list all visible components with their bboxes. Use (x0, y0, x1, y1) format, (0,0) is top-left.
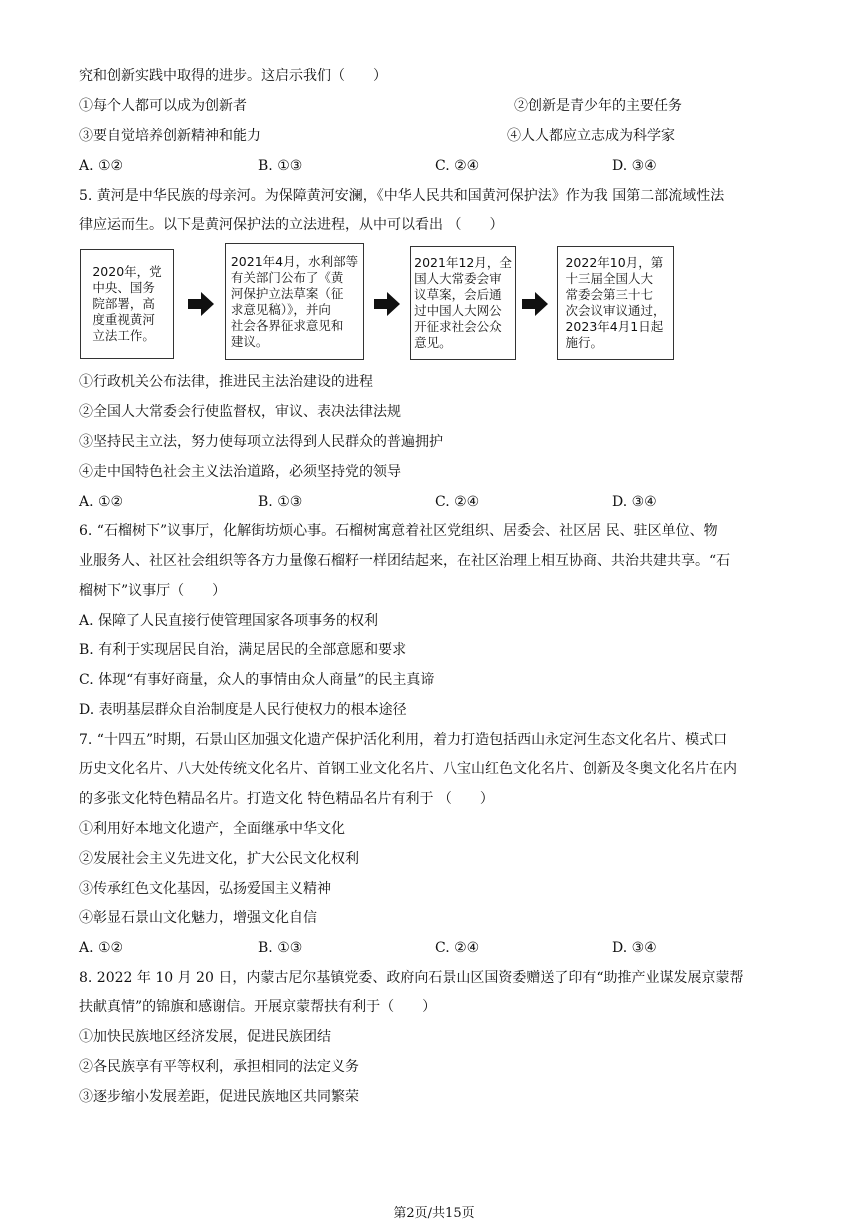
q6-choice-c: C. 体现“有事好商量，众人的事情由众人商量”的民主真谛 (79, 672, 435, 688)
q4-item-4: ④人人都应立志成为科学家 (507, 128, 675, 144)
flow-step-2-text: 2021年4月，水利部等 有关部门公布了《黄 河保护立法草案（征 求意见稿）》，并向 社会各界征求意见和 建议。 (230, 253, 359, 349)
q4-choice-c: C. ②④ (435, 158, 480, 174)
flow-step-4-text: 2022年10月，第 十三届全国人大 常委会第三十七 次会议审议通过， 2023年4月1日起 施行。 (565, 255, 666, 350)
q7-choice-d: D. ③④ (612, 940, 657, 956)
flow-step-3-text: 2021年12月，全 国人大常委会审 议草案，会后通 过中国人大网公 开征求社会公众 意见。 (414, 255, 512, 350)
flow-step-2 (225, 243, 364, 360)
q5-choice-d: D. ③④ (612, 494, 657, 510)
q7-choice-c: C. ②④ (435, 940, 480, 956)
q7-item-4: ④彰显石景山文化魅力，增强文化自信 (79, 910, 317, 926)
q7-choice-a: A. ①② (79, 940, 124, 956)
q6-choice-d: D. 表明基层群众自治制度是人民行使权力的根本途径 (79, 702, 407, 718)
q7-item-3: ③传承红色文化基因，弘扬爱国主义精神 (79, 881, 331, 897)
arrow-right-icon (188, 292, 214, 316)
q4-stem-tail: 究和创新实践中取得的进步。这启示我们（ ） (79, 68, 387, 84)
q8-item-2: ②各民族享有平等权利，承担相同的法定义务 (79, 1059, 359, 1075)
q5-choice-c: C. ②④ (435, 494, 480, 510)
q5-stem-line-1: 5. 黄河是中华民族的母亲河。为保障黄河安澜，《中华人民共和国黄河保护法》作为我 国第二部流域性法 (79, 188, 725, 204)
q7-item-1: ①利用好本地文化遗产，全面继承中华文化 (79, 821, 345, 837)
flow-step-3 (410, 246, 516, 360)
q4-choice-a: A. ①② (79, 158, 124, 174)
arrow-right-icon (374, 292, 400, 316)
q6-stem-line-1: 6. “石榴树下”议事厅，化解街坊烦心事。石榴树寓意着社区党组织、居委会、社区居 民、驻区单位、物 (79, 523, 718, 539)
q8-stem-line-2: 扶献真情”的锦旗和感谢信。开展京蒙帮扶有利于（ ） (79, 999, 437, 1015)
q8-item-1: ①加快民族地区经济发展，促进民族团结 (79, 1029, 331, 1045)
q4-item-1: ①每个人都可以成为创新者 (79, 98, 247, 114)
q4-choice-d: D. ③④ (612, 158, 657, 174)
q8-stem-line-1: 8. 2022 年 10 月 20 日，内蒙古尼尔基镇党委、政府向石景山区国资委赠送了印有“助推产业谋发展京蒙帮 (79, 970, 744, 986)
q7-stem-line-2: 历史文化名片、八大处传统文化名片、首钢工业文化名片、八宝山红色文化名片、创新及冬奥文化名片在内 (79, 761, 737, 777)
q4-item-2: ②创新是青少年的主要任务 (514, 98, 682, 114)
q6-choice-b: B. 有利于实现居民自治，满足居民的全部意愿和要求 (79, 642, 407, 658)
q4-item-3: ③要自觉培养创新精神和能力 (79, 128, 261, 144)
q5-choice-b: B. ①③ (258, 494, 303, 510)
q5-choice-a: A. ①② (79, 494, 124, 510)
page-number: 第2页/共15页 (393, 1206, 475, 1221)
q5-stem-line-2: 律应运而生。以下是黄河保护法的立法进程，从中可以看出 （ ） (79, 217, 504, 233)
q7-choice-b: B. ①③ (258, 940, 303, 956)
q6-stem-line-3: 榴树下”议事厅（ ） (79, 583, 227, 599)
flow-step-4 (557, 246, 674, 360)
flow-step-1-text: 2020年，党 中央、国务 院部署，高 度重视黄河 立法工作。 (92, 264, 162, 343)
q8-item-3: ③逐步缩小发展差距，促进民族地区共同繁荣 (79, 1089, 359, 1105)
q6-stem-line-2: 业服务人、社区社会组织等各方力量像石榴籽一样团结起来，在社区治理上相互协商、共治共建共享。“石 (79, 553, 731, 569)
q5-item-2: ②全国人大常委会行使监督权，审议、表决法律法规 (79, 404, 401, 420)
arrow-right-icon (522, 292, 548, 316)
q4-choice-b: B. ①③ (258, 158, 303, 174)
q7-stem-line-1: 7. “十四五”时期，石景山区加强文化遗产保护活化利用，着力打造包括西山永定河生态文化名片、模式口 (79, 732, 728, 748)
q7-stem-line-3: 的多张文化特色精品名片。打造文化 特色精品名片有利于 （ ） (79, 791, 494, 807)
q6-choice-a: A. 保障了人民直接行使管理国家各项事务的权利 (79, 613, 379, 629)
flow-step-1 (80, 249, 174, 359)
q5-item-1: ①行政机关公布法律，推进民主法治建设的进程 (79, 374, 373, 390)
q5-item-3: ③坚持民主立法，努力使每项立法得到人民群众的普遍拥护 (79, 434, 443, 450)
q7-item-2: ②发展社会主义先进文化，扩大公民文化权利 (79, 851, 359, 867)
q5-item-4: ④走中国特色社会主义法治道路，必须坚持党的领导 (79, 464, 401, 480)
